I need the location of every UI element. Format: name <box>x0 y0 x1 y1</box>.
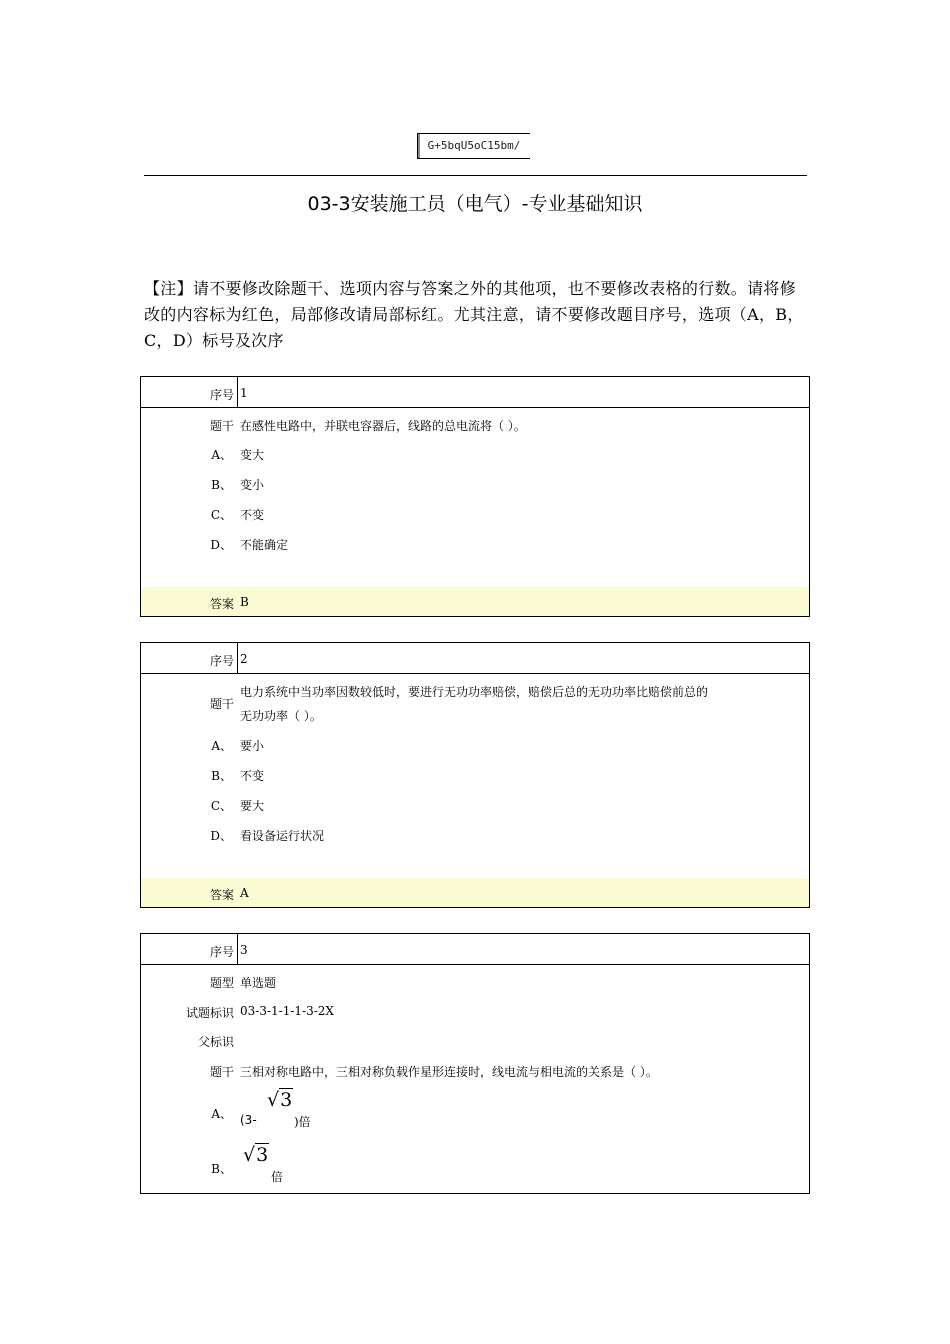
option-prefix: (3- <box>240 1113 257 1127</box>
option-label: B、 <box>211 769 232 783</box>
stem-text-line2: 无功功率（ ）。 <box>240 709 322 723</box>
seq-row <box>141 377 809 408</box>
id-value: 03-3-1-1-1-3-2X <box>240 1004 334 1018</box>
option-label: A、 <box>211 448 232 462</box>
document-title: 03-3安装施工员（电气）-专业基础知识 <box>307 193 643 215</box>
answer-value: A <box>240 886 249 900</box>
question-table-2 <box>140 642 810 908</box>
header-rule <box>144 175 807 176</box>
stem-text-line1: 电力系统中当功率因数较低时，要进行无功功率赔偿，赔偿后总的无功功率比赔偿前总的 <box>240 685 709 699</box>
option-label: C、 <box>210 508 232 522</box>
seq-value: 2 <box>240 652 248 666</box>
seq-row <box>141 643 809 674</box>
option-text: 看设备运行状况 <box>240 829 325 843</box>
stem-text: 三相对称电路中，三相对称负载作星形连接时，线电流与相电流的关系是（ ）。 <box>240 1065 658 1079</box>
option-text: 要大 <box>240 799 265 813</box>
option-label: D、 <box>210 829 232 843</box>
sqrt-symbol: √3 <box>243 1144 269 1166</box>
stem-label: 题干 <box>209 419 234 433</box>
column-divider <box>237 377 238 407</box>
option-text: 不变 <box>240 769 265 783</box>
instruction-note: 【注】请不要修改除题干、选项内容与答案之外的其他项，也不要修改表格的行数。请将修改的内容标为红色，局部修改请局部标红。尤其注意，请不要修改题目序号，选项（A，B，C，D）标号及次序 <box>144 279 804 350</box>
type-value: 单选题 <box>240 976 277 990</box>
question-table-1 <box>140 376 810 617</box>
answer-value: B <box>240 595 249 609</box>
answer-row <box>141 587 809 616</box>
seq-label: 序号 <box>209 654 234 668</box>
column-divider <box>237 934 238 964</box>
seq-label: 序号 <box>209 388 234 402</box>
option-suffix: )倍 <box>294 1115 311 1129</box>
answer-row <box>141 878 809 907</box>
option-label: A、 <box>211 1107 232 1121</box>
option-suffix: 倍 <box>271 1170 284 1184</box>
option-text: 变小 <box>240 478 265 492</box>
sqrt-symbol: √3 <box>267 1089 293 1111</box>
seq-row <box>141 934 809 965</box>
option-label: B、 <box>211 478 232 492</box>
stem-label: 题干 <box>209 697 234 711</box>
id-label: 试题标识 <box>185 1006 234 1020</box>
column-divider <box>237 643 238 673</box>
option-label: D、 <box>210 538 232 552</box>
option-b <box>141 1144 809 1184</box>
option-label: C、 <box>210 799 232 813</box>
seq-value: 3 <box>240 943 248 957</box>
seq-value: 1 <box>240 386 248 400</box>
document-code-box: G+5bqU5oC15bm/ <box>417 133 530 159</box>
option-text: 要小 <box>240 739 265 753</box>
option-text: 不变 <box>240 508 265 522</box>
type-label: 题型 <box>209 976 234 990</box>
option-a <box>141 1089 809 1129</box>
option-label: B、 <box>211 1162 232 1176</box>
option-text: 变大 <box>240 448 265 462</box>
stem-row <box>141 683 809 729</box>
stem-text: 在感性电路中，并联电容器后，线路的总电流将（ ）。 <box>240 419 526 433</box>
answer-label: 答案 <box>209 597 234 611</box>
parent-label: 父标识 <box>197 1035 234 1049</box>
option-label: A、 <box>211 739 232 753</box>
question-table-3 <box>140 933 810 1194</box>
answer-label: 答案 <box>209 888 234 902</box>
stem-label: 题干 <box>209 1065 234 1079</box>
seq-label: 序号 <box>209 945 234 959</box>
option-text: 不能确定 <box>240 538 289 552</box>
